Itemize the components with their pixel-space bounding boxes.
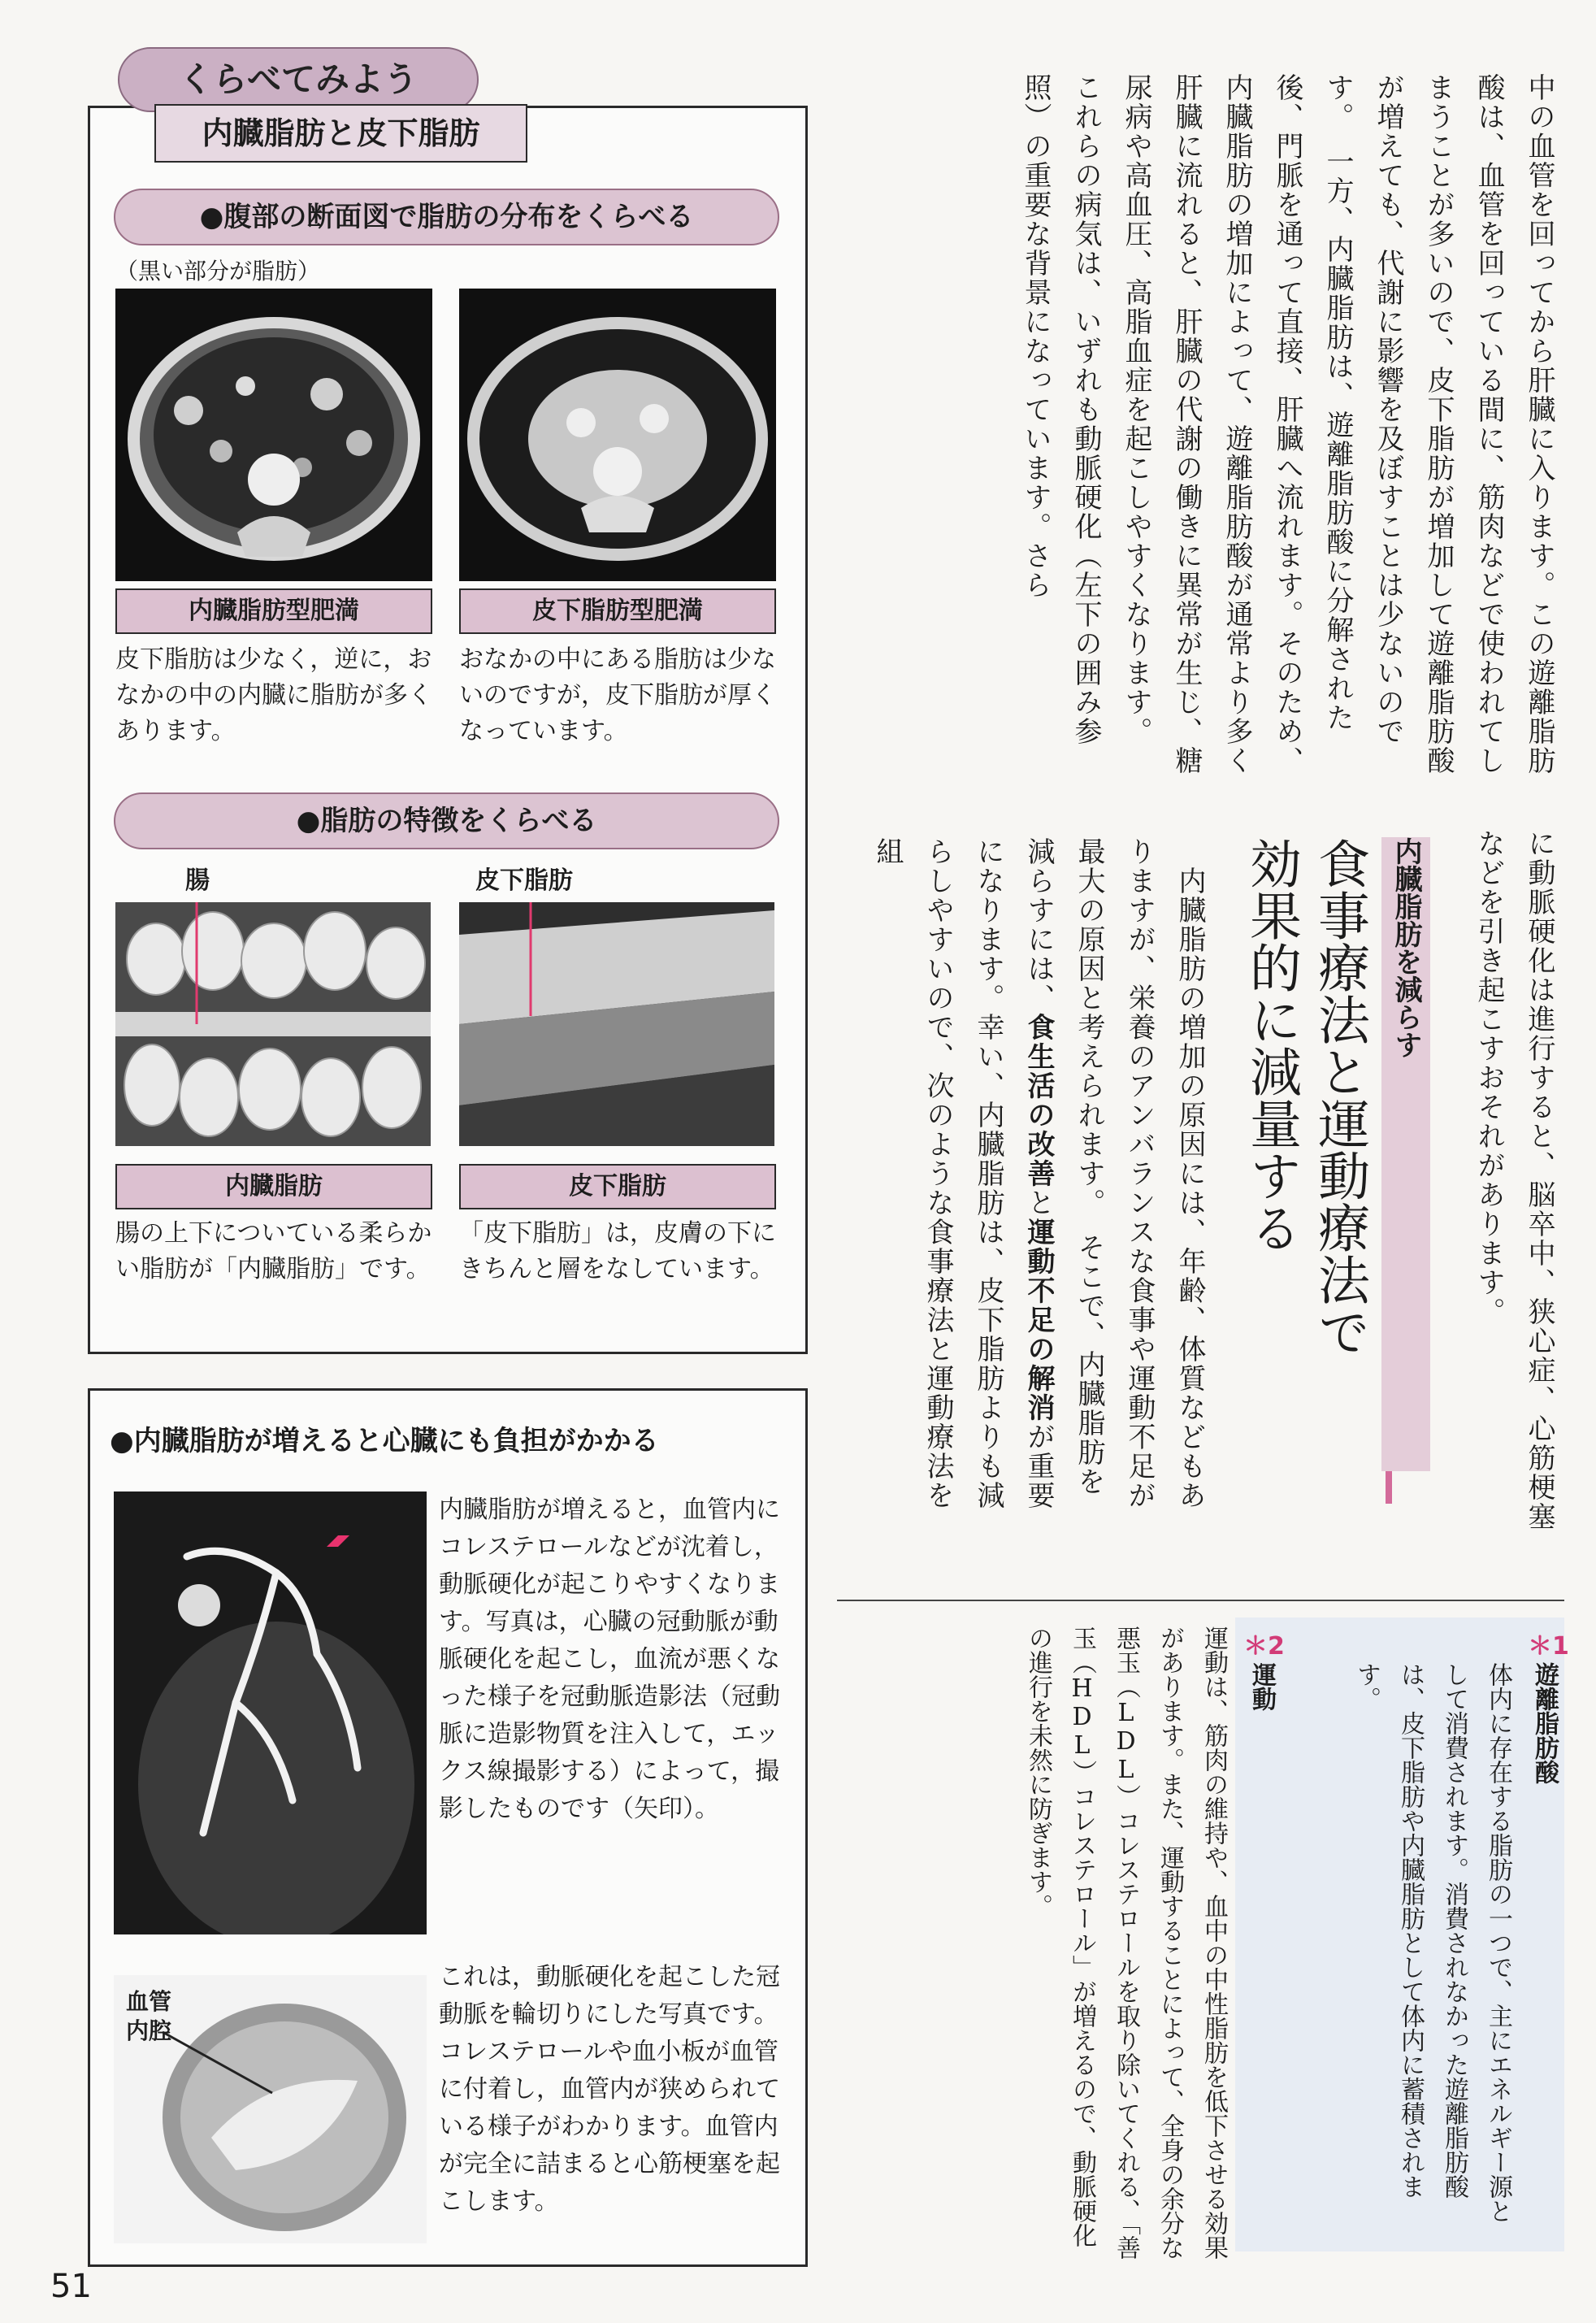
section-tag-rule <box>1386 1471 1392 1504</box>
compare-title-bubble <box>118 47 479 112</box>
desc-visceral-fat: 腸の上下についている柔らかい脂肪が「内臓脂肪」です。 <box>115 1219 432 1283</box>
ct-scan-visceral <box>115 289 432 581</box>
main-text-upper: 中の血管を回ってから肝臓に入ります。この遊離脂肪酸は、血管を回っている間に、筋肉などで使われてしまうことが多いので、皮下脂肪が増加して遊離脂肪酸が増えても、代謝に影響を及ぼすことは少ないのです。 一方、内臓脂肪は、遊離脂肪酸に分解された後、門脈を通って直接、肝臓へ流れます。そのため、内臓脂肪の増加によって、遊離脂肪酸が通常より多く肝臓に流れると、肝臓の代謝の働きに異常が生じ、糖尿病や高血圧、高脂血症を起こしやすくなります。 これらの病気は、いずれも動脈硬化（左下の囲み参照）の重要な背景になっています。さら <box>1019 73 1555 775</box>
caption-subcutaneous-fat <box>459 1164 776 1209</box>
compare-title: くらべてみよう <box>178 59 418 99</box>
section-title-line1: 食事療法と運動療法で <box>1309 837 1369 1357</box>
section-title <box>1227 837 1373 1520</box>
section-body-bold1: 食生活の改善 <box>1022 1013 1055 1188</box>
subcutaneous-fat-photo <box>459 902 774 1146</box>
caption-visceral-obesity <box>115 588 432 634</box>
ct-scan-subcutaneous <box>459 289 776 581</box>
desc-subcutaneous-fat: 「皮下脂肪」は，皮膚の下にきちんと層をなしています。 <box>459 1219 776 1283</box>
intestine-label: 腸 <box>185 866 210 895</box>
caption-visceral-fat-text: 内臓脂肪 <box>225 1172 323 1201</box>
section2-heading-text: ●脂肪の特徴をくらべる <box>296 805 597 837</box>
section-body-bold2: 運動不足の解消 <box>1022 1218 1055 1422</box>
footnote-divider <box>837 1600 1564 1601</box>
section1-heading <box>114 189 779 245</box>
footnote-2-mark: ＊2 <box>1243 1632 1285 1661</box>
heart-text-1: 内臓脂肪が増えると，血管内にコレステロールなどが沈着し，動脈硬化が起こりやすくなります。写真は，心臓の冠動脈が動脈硬化を起こし，血流が悪くなった様子を冠動脈造影法（冠動脈に造影物質を注入して，エックス線撮影する）によって，撮影したものです（矢印）。 <box>439 1496 780 1823</box>
compare-subtitle: 内臓脂肪と皮下脂肪 <box>202 115 480 151</box>
caption-visceral-fat <box>115 1164 432 1209</box>
angiogram-photo <box>114 1491 427 1934</box>
intestine-svg <box>115 902 431 1146</box>
caption-visceral-obesity-text: 内臓脂肪型肥満 <box>189 597 359 625</box>
section-body-part2: が重要になります。幸い、内臓脂肪は、皮下脂肪よりも減らしやすいので、次のような食事療法と運動療法を組 <box>871 837 1055 1510</box>
section-lead: に動脈硬化は進行すると、脳卒中、狭心症、心筋梗塞などを引き起こすおそれがあります。 <box>1472 829 1555 1531</box>
ct-subcutaneous-svg <box>459 289 776 581</box>
ct-visceral-svg <box>115 289 432 581</box>
caption-subcutaneous-fat-text: 皮下脂肪 <box>569 1172 666 1201</box>
fat-color-note: （黒い部分が脂肪） <box>115 258 321 284</box>
vessel-lumen-label: 血管内腔 <box>126 1988 172 2044</box>
section1-heading-text: ●腹部の断面図で脂肪の分布をくらべる <box>199 201 694 233</box>
angiogram-svg <box>114 1491 427 1934</box>
footnote-1-title: 遊離脂肪酸 <box>1530 1662 1559 1784</box>
section-body-mid: と <box>1022 1188 1055 1218</box>
footnote-1-text: 体内に存在する脂肪の一つで、主にエネルギー源として消費されます。消費されなかった遊離脂肪酸は、皮下脂肪や内臓脂肪として体内に蓄積されます。 <box>1352 1662 1512 2223</box>
footnote-1-mark: ＊1 <box>1528 1632 1569 1661</box>
footnote-2-title: 運動 <box>1247 1662 1276 1711</box>
footnote-2-text: 運動は、筋肉の維持や、血中の中性脂肪を低下させる効果があります。また、運動することによって、全身の余分な悪玉（LDL）コレステロールを取り除いてくれる、「善玉（HDL）コレステロール」が増えるので、動脈硬化の進行を未然に防ぎます。 <box>1024 1626 1228 2260</box>
section-tag-text: 内臓脂肪を減らす <box>1390 837 1422 1058</box>
intestine-photo <box>115 902 431 1146</box>
heart-text-2: これは，動脈硬化を起こした冠動脈を輪切りにした写真です。コレステロールや血小板が血管に付着し，血管内が狭められている様子がわかります。血管内が完全に詰まると心筋梗塞を起こします。 <box>439 1963 780 2216</box>
caption-subcutaneous-obesity <box>459 588 776 634</box>
desc-visceral-obesity: 皮下脂肪は少なく，逆に，おなかの中の内臓に脂肪が多くあります。 <box>115 645 432 745</box>
compare-subtitle-bar <box>154 104 527 163</box>
subcutaneous-fat-svg <box>459 902 774 1146</box>
heart-heading: ●内臓脂肪が増えると心臓にも負担がかかる <box>110 1425 659 1457</box>
caption-subcutaneous-obesity-text: 皮下脂肪型肥満 <box>532 597 703 625</box>
desc-subcutaneous-obesity: おなかの中にある脂肪は少ないのですが，皮下脂肪が厚くなっています。 <box>459 645 776 745</box>
section-body-part1: 内臓脂肪の増加の原因には、年齢、体質などもありますが、栄養のアンバランスな食事や運動不足が最大の原因と考えられます。 そこで、内臓脂肪を減らすには、 <box>1022 837 1206 1510</box>
subcutaneous-fat-label: 皮下脂肪 <box>475 866 573 895</box>
section2-heading <box>114 792 779 849</box>
page-number: 51 <box>50 2268 92 2305</box>
section-tag <box>1381 837 1430 1471</box>
section-title-line2: 効果的に減量する <box>1241 837 1301 1253</box>
section-body <box>825 837 1215 1520</box>
